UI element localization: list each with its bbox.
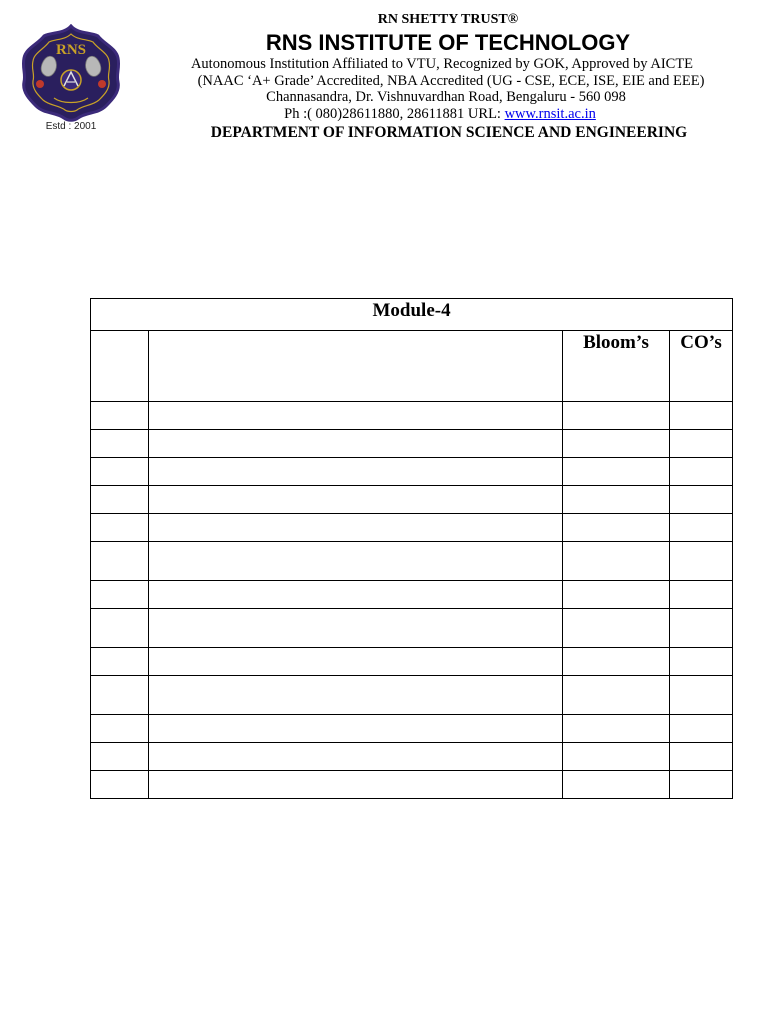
table-row <box>91 542 733 581</box>
question-cell <box>149 430 563 458</box>
letterhead <box>140 10 740 143</box>
cos-cell <box>670 648 733 676</box>
table-row <box>91 609 733 648</box>
sl-no-cell <box>91 542 149 581</box>
logo-lettering: RNS <box>55 42 87 58</box>
table-row <box>91 514 733 542</box>
sl-no-cell <box>91 402 149 430</box>
question-cell <box>149 402 563 430</box>
question-cell <box>149 542 563 581</box>
sl-no-cell <box>91 609 149 648</box>
blooms-cell <box>563 648 670 676</box>
question-cell <box>149 771 563 799</box>
blooms-cell <box>563 542 670 581</box>
question-cell <box>149 743 563 771</box>
blooms-cell <box>563 458 670 486</box>
question-cell <box>149 715 563 743</box>
question-cell <box>149 458 563 486</box>
sl-no-header <box>91 331 149 402</box>
sl-no-cell <box>91 581 149 609</box>
cos-cell <box>670 715 733 743</box>
blooms-cell <box>563 486 670 514</box>
table-row <box>91 430 733 458</box>
blooms-cell <box>563 676 670 715</box>
blooms-cell <box>563 715 670 743</box>
cos-cell <box>670 609 733 648</box>
blooms-cell <box>563 402 670 430</box>
cos-cell <box>670 430 733 458</box>
trust-name: RN SHETTY TRUST® <box>377 12 519 27</box>
table-row <box>91 458 733 486</box>
question-cell <box>149 486 563 514</box>
cos-cell <box>670 771 733 799</box>
table-row <box>91 581 733 609</box>
blooms-cell <box>563 430 670 458</box>
cos-cell <box>670 458 733 486</box>
question-header <box>149 331 563 402</box>
question-cell <box>149 514 563 542</box>
department-name: DEPARTMENT OF INFORMATION SCIENCE AND ENGINEERING <box>210 124 688 141</box>
question-cell <box>149 609 563 648</box>
question-cell <box>149 676 563 715</box>
cos-cell <box>670 581 733 609</box>
table-row <box>91 715 733 743</box>
sl-no-cell <box>91 771 149 799</box>
question-cell <box>149 648 563 676</box>
table-row <box>91 676 733 715</box>
contact-line <box>140 106 740 123</box>
sl-no-cell <box>91 514 149 542</box>
blooms-cell <box>563 743 670 771</box>
address-line: Channasandra, Dr. Vishnuvardhan Road, Bengaluru - 560 098 <box>266 89 626 105</box>
question-cell <box>149 581 563 609</box>
cos-cell <box>670 676 733 715</box>
cos-cell <box>670 402 733 430</box>
institute-logo <box>20 24 122 134</box>
table-header-row <box>91 331 733 402</box>
blooms-cell <box>563 514 670 542</box>
accreditation-line: (NAAC ‘A+ Grade’ Accredited, NBA Accredited (UG - CSE, ECE, ISE, EIE and EEE) <box>197 72 705 89</box>
table-row <box>91 486 733 514</box>
table-row <box>91 771 733 799</box>
table-row <box>91 648 733 676</box>
website-link[interactable]: www.rnsit.ac.in <box>504 105 596 122</box>
phone-text: Ph :( 080)28611880, 28611881 URL: <box>284 105 505 122</box>
sl-no-cell <box>91 430 149 458</box>
table-row <box>91 743 733 771</box>
table-row <box>91 402 733 430</box>
sl-no-cell <box>91 648 149 676</box>
blooms-cell <box>563 609 670 648</box>
established-year: Estd : 2001 <box>45 121 97 132</box>
cos-cell <box>670 514 733 542</box>
cos-cell <box>670 743 733 771</box>
sl-no-cell <box>91 676 149 715</box>
sl-no-cell <box>91 715 149 743</box>
blooms-cell <box>563 581 670 609</box>
cos-header: CO’s <box>670 331 733 402</box>
blooms-cell <box>563 771 670 799</box>
question-bank-table <box>90 298 733 799</box>
cos-cell <box>670 486 733 514</box>
institute-name: RNS INSTITUTE OF TECHNOLOGY <box>265 30 631 55</box>
rns-emblem-icon <box>20 24 122 124</box>
sl-no-cell <box>91 486 149 514</box>
sl-no-cell <box>91 743 149 771</box>
affiliation-line: Autonomous Institution Affiliated to VTU, Recognized by GOK, Approved by AICTE <box>190 56 694 72</box>
blooms-header: Bloom’s <box>563 331 670 402</box>
cos-cell <box>670 542 733 581</box>
module-title: Module-4 <box>91 299 733 331</box>
sl-no-cell <box>91 458 149 486</box>
